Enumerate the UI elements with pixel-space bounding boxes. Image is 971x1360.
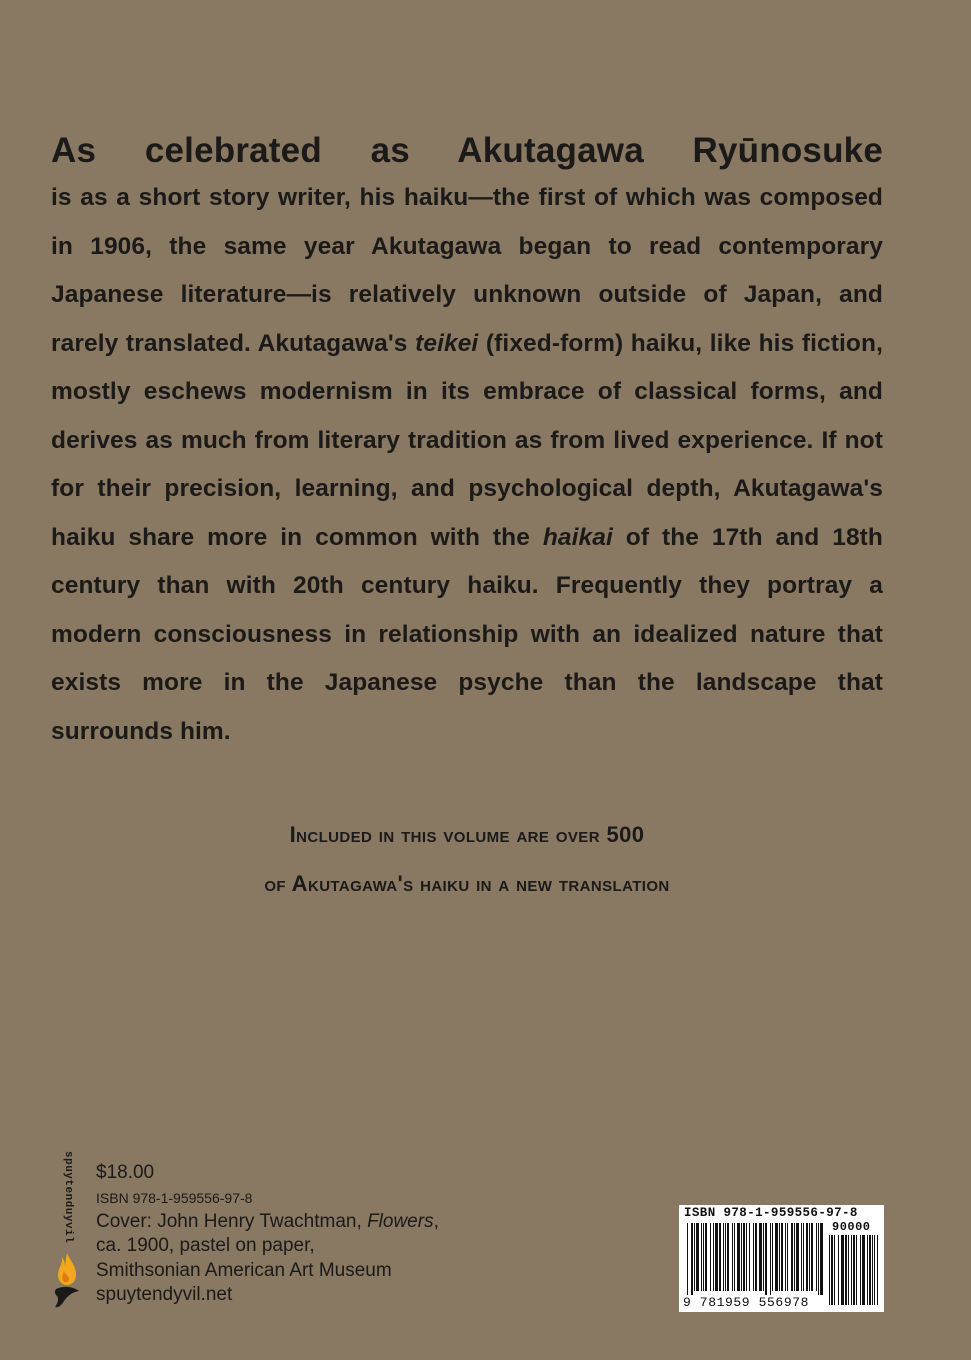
flame-icon bbox=[52, 1251, 82, 1309]
barcode-bar bbox=[732, 1223, 733, 1291]
price: $18.00 bbox=[96, 1162, 155, 1183]
barcode-bar bbox=[820, 1223, 823, 1295]
barcode-bar bbox=[759, 1223, 762, 1291]
barcode-bar bbox=[741, 1223, 742, 1291]
barcode-bar bbox=[779, 1223, 780, 1291]
barcode-bar bbox=[781, 1223, 783, 1291]
barcode-addon-bar bbox=[869, 1235, 871, 1305]
book-info bbox=[96, 1161, 439, 1308]
barcode-bar bbox=[796, 1223, 799, 1291]
isbn-barcode bbox=[679, 1205, 884, 1312]
barcode-bar bbox=[719, 1223, 721, 1291]
barcode-bar bbox=[743, 1223, 745, 1291]
barcode-addon-number: 90000 bbox=[832, 1220, 871, 1234]
barcode-bar bbox=[723, 1223, 724, 1291]
barcode-bar bbox=[791, 1223, 793, 1291]
back-cover-blurb bbox=[51, 128, 883, 756]
barcode-bar bbox=[818, 1223, 819, 1295]
barcode-bar bbox=[691, 1223, 693, 1295]
barcode-addon-bar bbox=[838, 1235, 839, 1305]
barcode-bar bbox=[734, 1223, 735, 1291]
barcode-addon-bar bbox=[872, 1235, 873, 1305]
barcode-bar bbox=[816, 1223, 817, 1291]
barcode-bar bbox=[770, 1223, 771, 1295]
barcode-bar bbox=[749, 1223, 750, 1291]
barcode-bar bbox=[703, 1223, 704, 1291]
barcode-addon-bar bbox=[831, 1235, 833, 1305]
blurb-part-1: is as a short story writer, his haiku—the first of which was composed in 1906, the same year Akutagawa began to read contemporary Japanese literature—is relatively unknown outside of Japan, and rarely translated. Akutagawa's bbox=[51, 184, 883, 357]
barcode-bar bbox=[775, 1223, 778, 1291]
barcode-addon-bar bbox=[853, 1235, 855, 1305]
blurb-part-2: (fixed-form) haiku, like his fiction, mostly eschews modernism in its embrace of classical forms, and derives as much from literary tradition as from lived experience. If not for their precision, learning, and psychological depth, Akutagawa's haiku share more in common with the bbox=[51, 329, 883, 551]
barcode-addon-bar bbox=[856, 1235, 857, 1305]
barcode-bar bbox=[705, 1223, 707, 1291]
publisher-website: spuytendyvil.net bbox=[96, 1284, 233, 1305]
cover-title: Flowers bbox=[367, 1210, 434, 1232]
blurb-part-3: of the 17th and 18th century than with 20th century haiku. Frequently they portray a modern consciousness in relationship with an idealized nature that exists more in the Japanese psyche than the landscape that surrounds him. bbox=[51, 523, 883, 745]
blurb-headline: As celebrated as Akutagawa Ryūnosuke bbox=[51, 131, 883, 170]
barcode-addon-bar bbox=[867, 1235, 868, 1305]
cover-credit-line-3: Smithsonian American Art Museum bbox=[96, 1259, 392, 1281]
barcode-addon-bar bbox=[851, 1235, 852, 1305]
barcode-bar bbox=[785, 1223, 786, 1291]
isbn-text: ISBN 978-1-959556-97-8 bbox=[96, 1189, 253, 1206]
cover-credit-line-2: ca. 1900, pastel on paper, bbox=[96, 1235, 315, 1256]
barcode-addon-bar bbox=[848, 1235, 849, 1305]
term-haikai: haikai bbox=[542, 523, 613, 551]
barcode-bar bbox=[710, 1223, 711, 1291]
barcode-bar bbox=[801, 1223, 802, 1291]
barcode-addon-bar bbox=[845, 1235, 847, 1305]
barcode-addon-bar bbox=[841, 1235, 844, 1305]
publisher-logo-wordmark: spuytenduyvil bbox=[62, 1151, 74, 1244]
barcode-bar bbox=[794, 1223, 795, 1291]
barcode-bar bbox=[746, 1223, 747, 1291]
barcode-bar bbox=[803, 1223, 804, 1291]
barcode-bar bbox=[725, 1223, 726, 1291]
barcode-bar bbox=[696, 1223, 699, 1291]
barcode-digits: 9 781959 556978 bbox=[683, 1295, 810, 1310]
barcode-bar bbox=[687, 1223, 688, 1295]
barcode-addon-bar bbox=[874, 1235, 875, 1305]
barcode-bar bbox=[809, 1223, 810, 1291]
tagline-line-1: Included in this volume are over 500 bbox=[289, 822, 645, 847]
barcode-bar bbox=[727, 1223, 729, 1291]
term-teikei: teikei bbox=[415, 329, 479, 357]
barcode-bar bbox=[701, 1223, 702, 1291]
barcode-bar bbox=[737, 1223, 740, 1291]
barcode-addon-bar bbox=[862, 1235, 865, 1305]
barcode-bar bbox=[787, 1223, 788, 1291]
barcode-bar bbox=[772, 1223, 773, 1291]
barcode-addon-bar bbox=[877, 1235, 878, 1305]
barcode-bar bbox=[806, 1223, 808, 1291]
barcode-bar bbox=[753, 1223, 754, 1291]
barcode-bar bbox=[763, 1223, 764, 1291]
barcode-addon-bar bbox=[860, 1235, 861, 1305]
cover-credit-line-1: Cover: John Henry Twachtman, Flowers, bbox=[96, 1210, 439, 1232]
barcode-addon-bar bbox=[834, 1235, 835, 1305]
barcode-isbn-label: ISBN 978-1-959556-97-8 bbox=[684, 1206, 858, 1220]
barcode-bar bbox=[765, 1223, 767, 1295]
barcode-bar bbox=[755, 1223, 757, 1291]
barcode-bar bbox=[715, 1223, 718, 1291]
barcode-addon-bar bbox=[829, 1235, 830, 1305]
barcode-bar bbox=[811, 1223, 813, 1291]
blurb-body bbox=[51, 174, 883, 756]
tagline-line-2: of Akutagawa's haiku in a new translation bbox=[264, 871, 670, 896]
publisher-logo bbox=[52, 1151, 82, 1311]
barcode-bar bbox=[694, 1223, 695, 1291]
barcode-bar bbox=[713, 1223, 714, 1291]
